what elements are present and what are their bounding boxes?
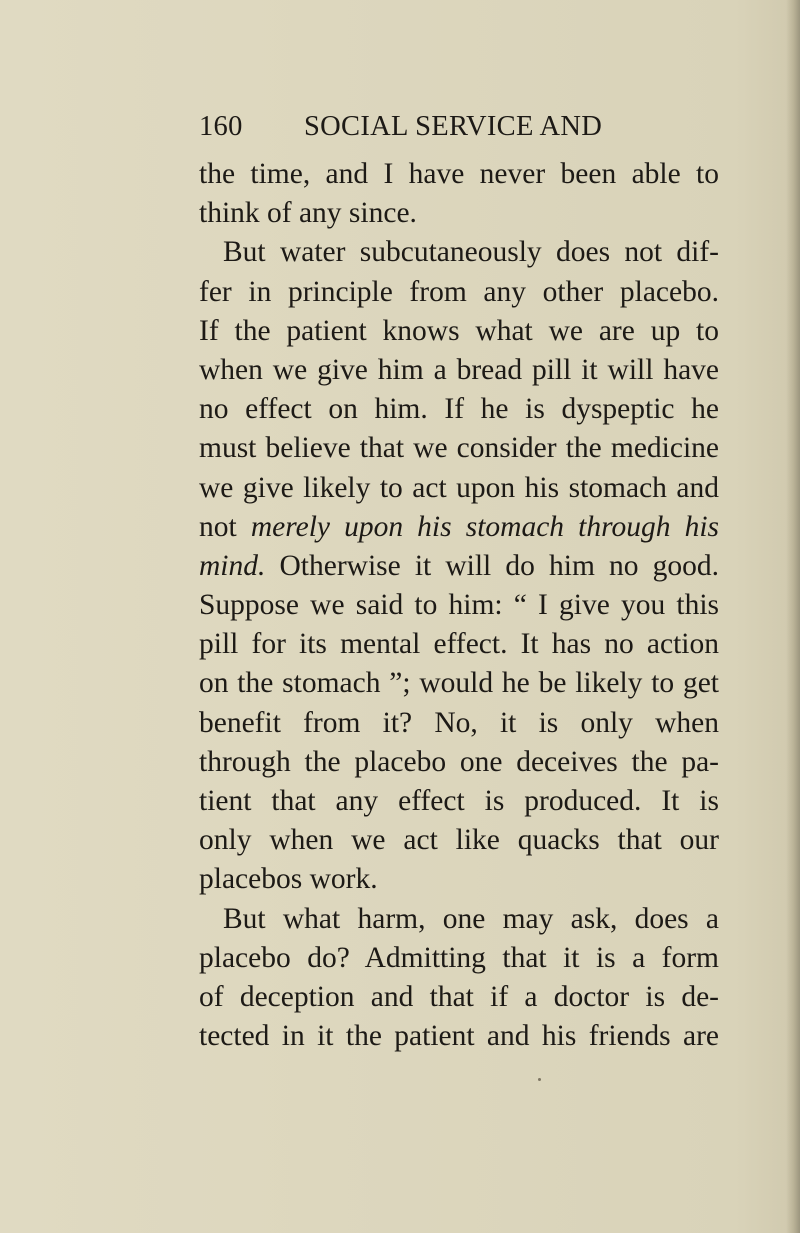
text-line: fer in principle from any other placebo. xyxy=(199,275,719,308)
text-line: we give likely to act upon his stomach and xyxy=(199,471,719,504)
text-segment: not xyxy=(199,510,251,543)
page-edge-shadow xyxy=(786,0,800,1233)
paragraph-start-line: But what harm, one may ask, does a xyxy=(223,902,719,935)
text-line: on the stomach ”; would he be likely to get xyxy=(199,667,719,700)
text-line: benefit from it? No, it is only when xyxy=(199,706,719,739)
text-line: Suppose we said to him: “ I give you this xyxy=(199,589,719,622)
text-line: placebos work. xyxy=(199,863,378,896)
running-title: SOCIAL SERVICE AND xyxy=(304,111,603,142)
paper-speck xyxy=(538,1078,541,1081)
text-line: tected in it the patient and his friends are xyxy=(199,1020,719,1053)
text-line: the time, and I have never been able to xyxy=(199,158,719,190)
text-line: only when we act like quacks that our xyxy=(199,824,719,857)
text-line: If the patient knows what we are up to xyxy=(199,314,719,347)
text-line: think of any since. xyxy=(199,197,417,230)
text-line xyxy=(199,508,719,547)
paragraph-start-line: But water subcutaneously does not dif- xyxy=(223,236,719,269)
text-line: pill for its mental effect. It has no action xyxy=(199,628,719,661)
text-segment: Otherwise it will do him no good. xyxy=(265,549,719,582)
page-number: 160 xyxy=(199,111,243,142)
body-text xyxy=(199,155,719,1056)
text-line: tient that any effect is produced. It is xyxy=(199,785,719,817)
text-line: placebo do? Admitting that it is a form xyxy=(199,941,719,974)
running-header xyxy=(199,112,619,142)
italic-emphasis: mind. xyxy=(199,549,266,582)
text-line: when we give him a bread pill it will have xyxy=(199,353,719,386)
text-line: must believe that we consider the medicine xyxy=(199,432,719,465)
text-line: of deception and that if a doctor is de- xyxy=(199,980,719,1013)
text-line: through the placebo one deceives the pa- xyxy=(199,745,719,778)
text-line xyxy=(199,547,719,586)
text-line: no effect on him. If he is dyspeptic he xyxy=(199,393,719,426)
italic-emphasis: merely upon his stomach through his xyxy=(250,510,719,543)
